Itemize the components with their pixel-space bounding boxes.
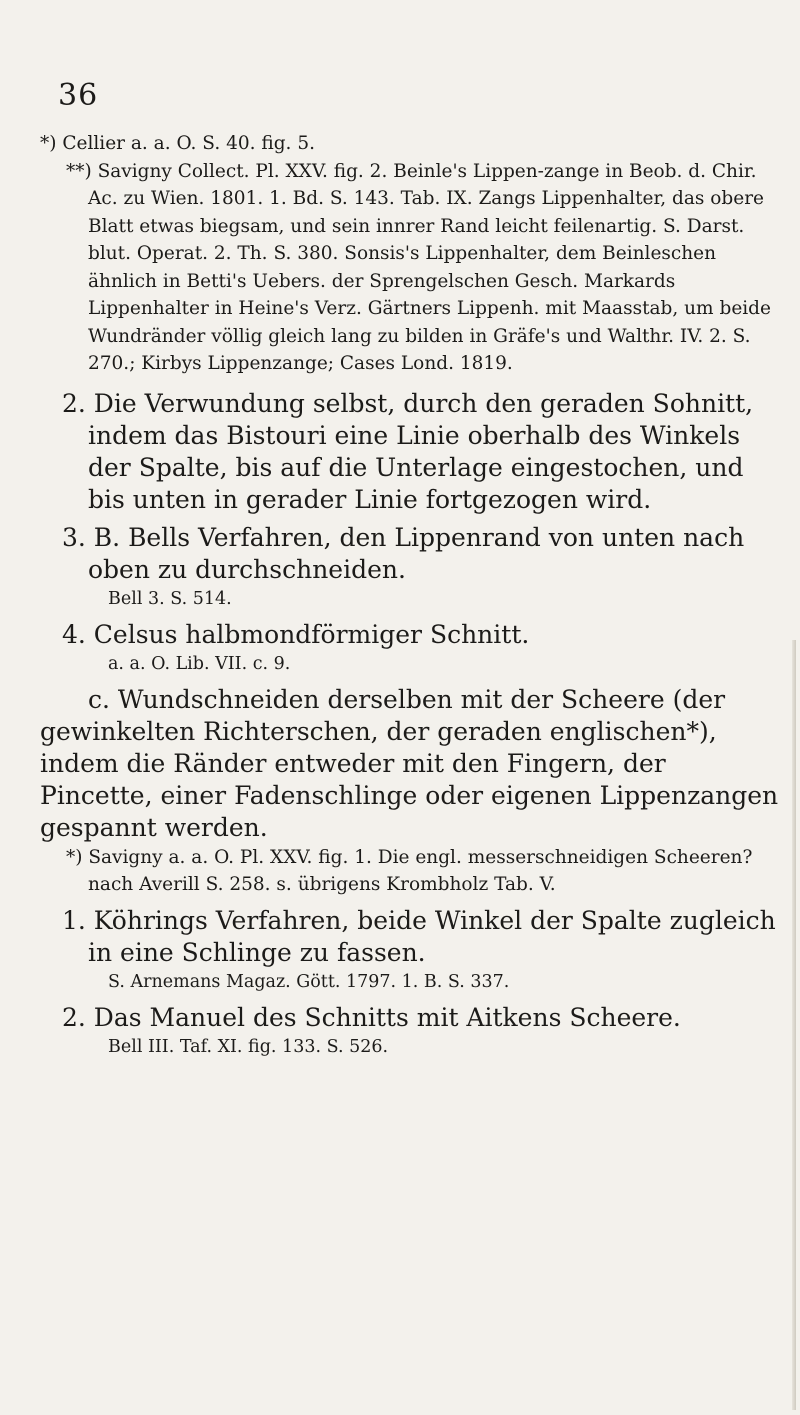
- section-4-celsus: 4. Celsus halbmondförmiger Schnitt.: [62, 619, 530, 649]
- reference-arnemans: S. Arnemans Magaz. Gött. 1797. 1. B. S. 337.: [108, 971, 510, 992]
- reference-bell: Bell 3. S. 514.: [108, 588, 232, 609]
- page-spine-shadow: [792, 640, 796, 1410]
- section-1-koehring: 1. Köhrings Verfahren, beide Winkel der Spalte zugleich in eine Schlinge zu fassen.: [62, 905, 776, 967]
- section-2-verwundung: 2. Die Verwundung selbst, durch den geraden Sohnitt, indem das Bistouri eine Linie oberhalb des Winkels der Spalte, bis auf die Unterlage eingestochen, und bis unten in gerader Linie fortgezogen wird.: [62, 388, 754, 514]
- page-number: 36: [58, 78, 99, 113]
- footnote-savigny-collect: **) Savigny Collect. Pl. XXV. fig. 2. Beinle's Lippen-zange in Beob. d. Chir. Ac. zu Wien. 1801. 1. Bd. S. 143. Tab. IX. Zangs Lippenhalter, das obere Blatt etwas biegsam, und sein innrer Rand leicht feilenartig. S. Darst. blut. Operat. 2. Th. S. 380. Sonsis's Lippenhalter, dem Beinleschen ähnlich in Betti's Uebers. der Sprengelschen Gesch. Markards Lippenhalter in Heine's Verz. Gärtners Lippenh. mit Maasstab, um beide Wundränder völlig gleich lang zu bilden in Gräfe's und Walthr. IV. 2. S. 270.; Kirbys Lippenzange; Cases Lond. 1819.: [66, 160, 771, 374]
- section-3-bell: 3. B. Bells Verfahren, den Lippenrand von unten nach oben zu durchschneiden.: [62, 522, 745, 584]
- section-2-aitken: 2. Das Manuel des Schnitts mit Aitkens Scheere.: [62, 1002, 681, 1032]
- page-body: [40, 130, 785, 1061]
- reference-bell-iii: Bell III. Taf. XI. fig. 133. S. 526.: [108, 1036, 389, 1057]
- footnote-savigny-scheere: *) Savigny a. a. O. Pl. XXV. fig. 1. Die engl. messerschneidigen Scheeren? nach Averill S. 258. s. übrigens Krombholz Tab. V.: [66, 846, 753, 895]
- section-c-wundschneiden: c. Wundschneiden derselben mit der Scheere (der gewinkelten Richterschen, der geraden englischen*), indem die Ränder entweder mit den Fingern, der Pincette, einer Fadenschlinge oder eigenen Lippenzangen gespannt werden.: [40, 684, 779, 842]
- footnote-cellier: *) Cellier a. a. O. S. 40. fig. 5.: [40, 133, 315, 154]
- reference-celsus: a. a. O. Lib. VII. c. 9.: [108, 653, 291, 674]
